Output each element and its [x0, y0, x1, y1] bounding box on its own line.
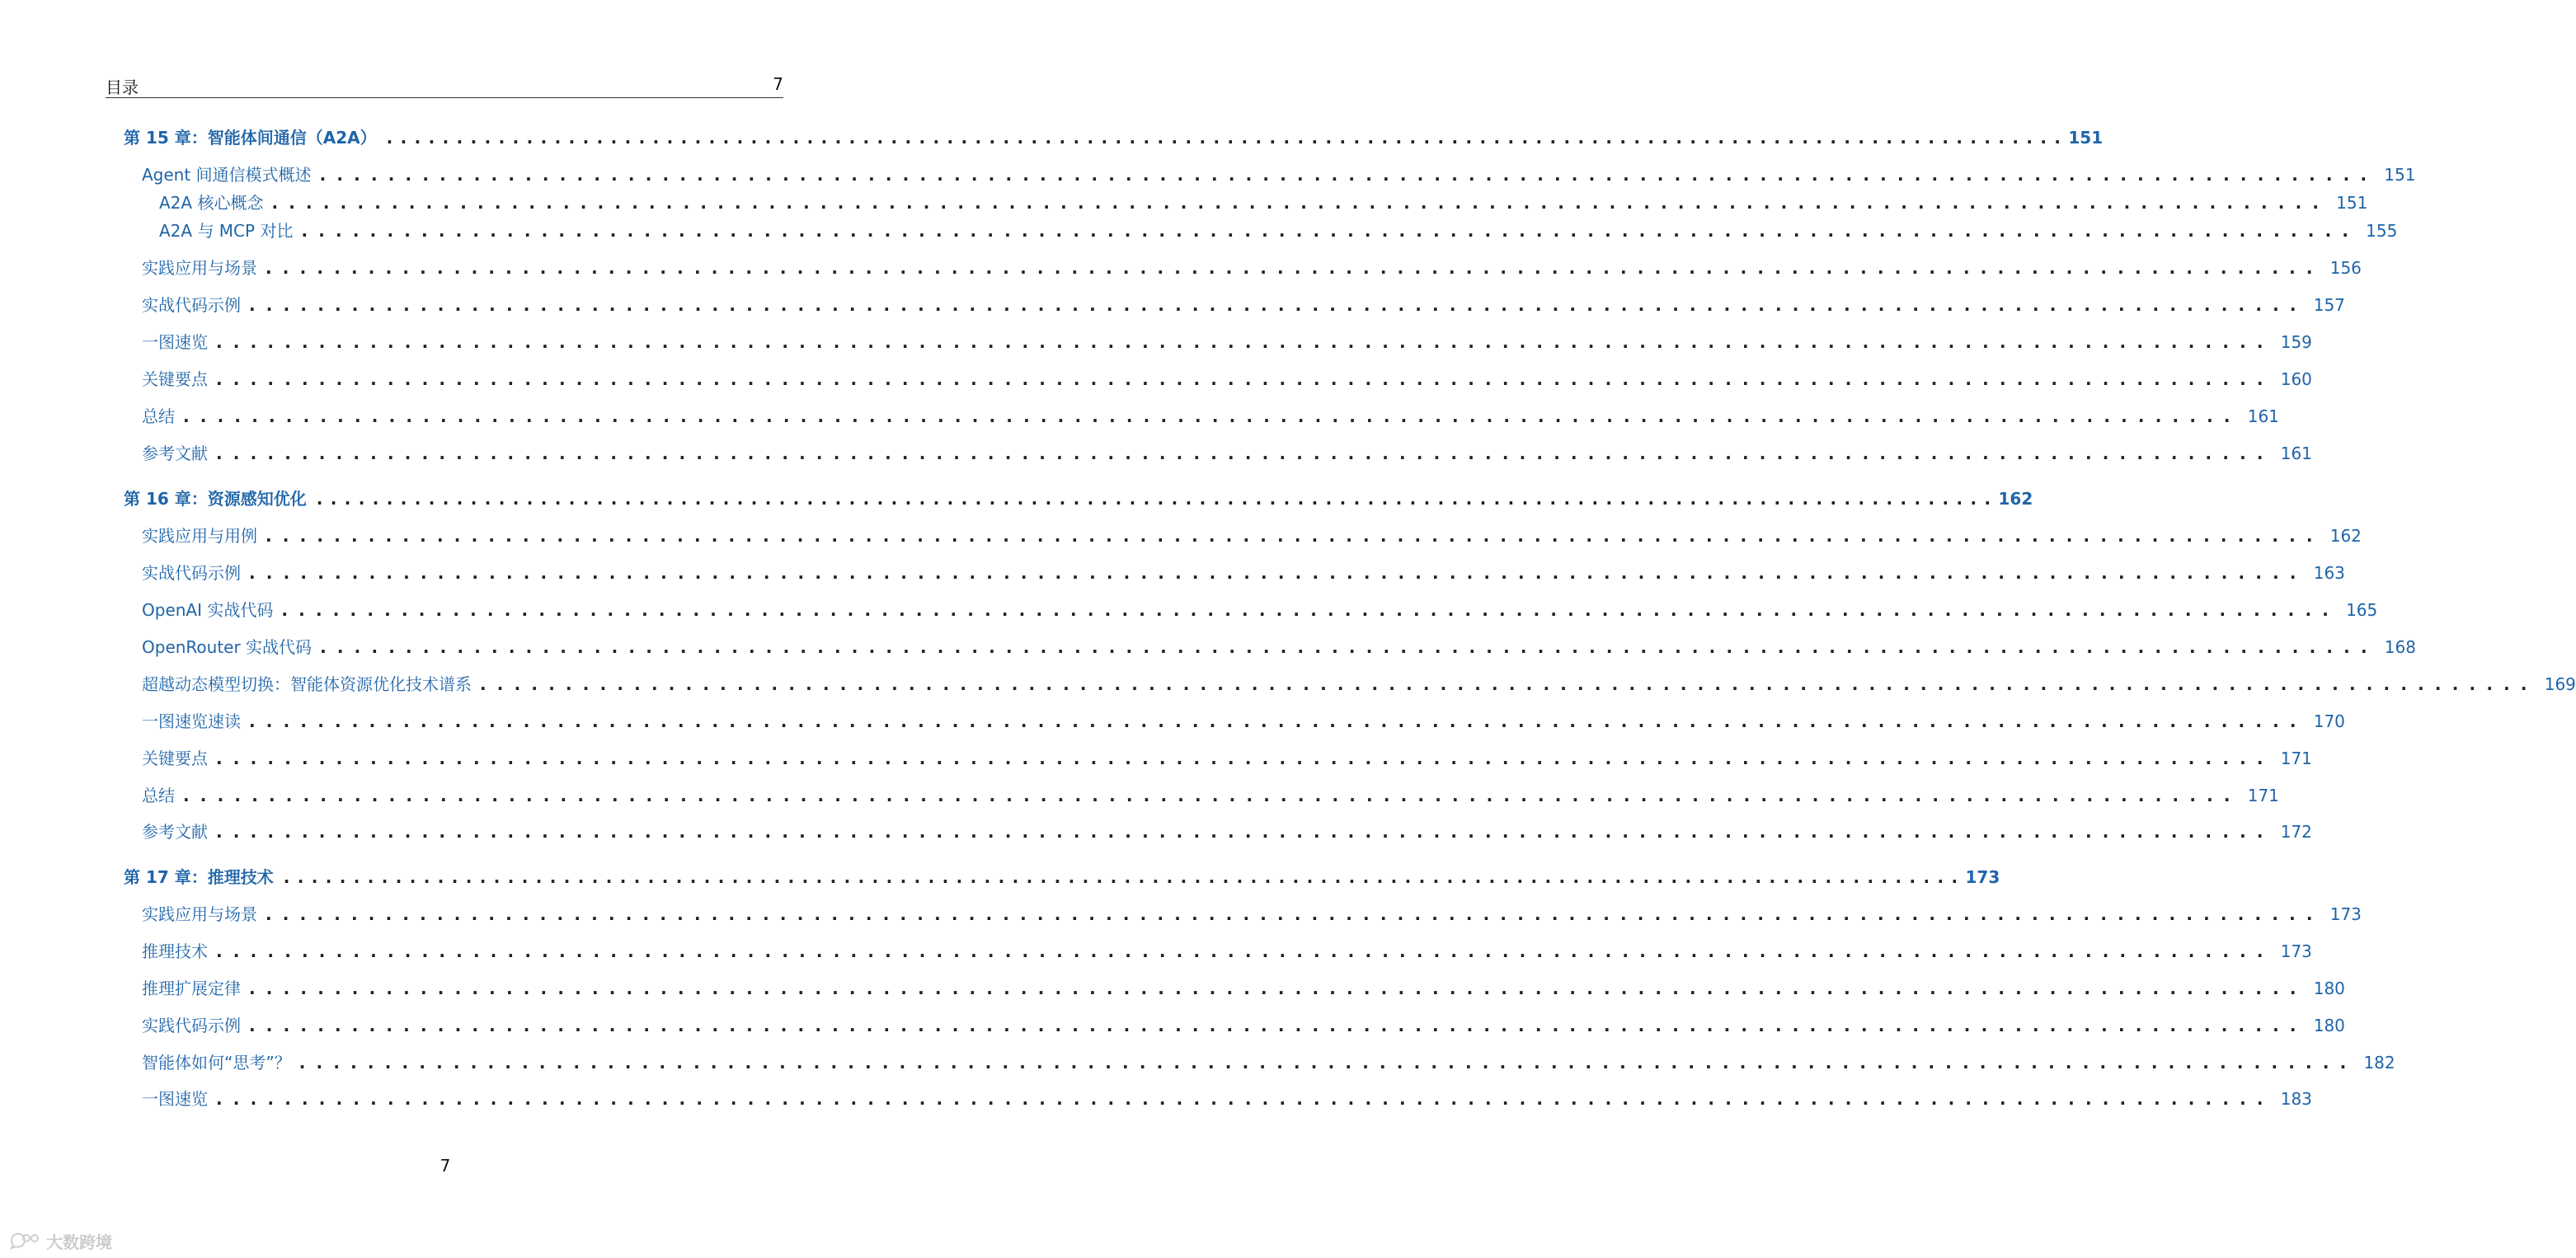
- toc-entry[interactable]: [142, 975, 2345, 1000]
- toc-entry-page-number: 170: [2313, 711, 2345, 731]
- toc-entry[interactable]: [142, 523, 2362, 547]
- toc-leader-dots: ........................................................................................................................: [283, 867, 1966, 887]
- toc-entry-page-number: 173: [2280, 941, 2312, 961]
- toc-entry-label: OpenRouter 实战代码: [142, 637, 313, 657]
- toc-entry-page-number: 171: [2247, 786, 2279, 805]
- toc-leader-dots: ........................................................................................................................: [320, 637, 2378, 657]
- toc-entry[interactable]: [159, 190, 2368, 214]
- footer-page-number: 7: [440, 1156, 451, 1176]
- toc-entry-label: 实战代码示例: [142, 295, 241, 315]
- toc-entry-page-number: 151: [2068, 128, 2104, 148]
- toc-entry-label: 一图速览: [142, 332, 208, 352]
- toc-leader-dots: ........................................................................................................................: [266, 526, 2324, 546]
- toc-entry[interactable]: [142, 634, 2416, 659]
- toc-entry[interactable]: [142, 162, 2416, 186]
- toc-leader-dots: ........................................................................................................................: [183, 786, 2241, 805]
- toc-entry-label: 超越动态模型切换：智能体资源优化技术谱系: [142, 674, 472, 694]
- running-header: [106, 71, 783, 98]
- toc-entry-label: 一图速览速读: [142, 711, 241, 731]
- toc-entry-page-number: 151: [2336, 193, 2368, 213]
- toc-entry-page-number: 156: [2329, 258, 2362, 278]
- toc-entry[interactable]: [142, 1086, 2312, 1110]
- toc-leader-dots: ........................................................................................................................: [298, 1053, 2357, 1073]
- toc-entry[interactable]: [159, 218, 2398, 242]
- toc-leader-dots: ........................................................................................................................: [216, 332, 2274, 352]
- toc-entry-page-number: 155: [2366, 221, 2398, 241]
- toc-entry-label: A2A 核心概念: [159, 193, 264, 213]
- toc-entry[interactable]: [142, 671, 2576, 696]
- toc-entry-page-number: 157: [2313, 295, 2345, 315]
- toc-entry-page-number: 161: [2247, 406, 2279, 426]
- toc-entry-page-number: 171: [2280, 749, 2312, 768]
- toc-entry-label: 关键要点: [142, 369, 208, 389]
- toc-entry[interactable]: [142, 329, 2312, 354]
- toc-chapter-entry[interactable]: [124, 124, 2104, 149]
- toc-entry-label: 实践代码示例: [142, 1016, 241, 1035]
- toc-entry-page-number: 159: [2280, 332, 2312, 352]
- toc-entry[interactable]: [142, 403, 2279, 428]
- toc-entry[interactable]: [142, 708, 2345, 733]
- toc-entry-label: 总结: [142, 406, 175, 426]
- toc-leader-dots: ........................................................................................................................: [249, 1016, 2307, 1035]
- toc-entry[interactable]: [142, 597, 2378, 622]
- toc-entry-label: 实践应用与场景: [142, 904, 257, 924]
- toc-leader-dots: ........................................................................................................................: [216, 822, 2274, 842]
- toc-leader-dots: ........................................................................................................................: [271, 193, 2330, 213]
- toc-leader-dots: ........................................................................................................................: [386, 128, 2069, 148]
- toc-leader-dots: ........................................................................................................................: [183, 406, 2241, 426]
- toc-entry[interactable]: [142, 901, 2362, 926]
- toc-entry-page-number: 165: [2346, 600, 2378, 620]
- toc-entry-label: 第 16 章：资源感知优化: [124, 489, 307, 509]
- toc-entry-label: 关键要点: [142, 749, 208, 768]
- header-page-number: 7: [773, 74, 783, 94]
- toc-entry-label: 实践应用与场景: [142, 258, 257, 278]
- toc-entry[interactable]: [142, 819, 2312, 843]
- toc-entry-label: 总结: [142, 786, 175, 805]
- toc-entry-label: 第 17 章：推理技术: [124, 867, 274, 887]
- toc-leader-dots: ........................................................................................................................: [266, 904, 2324, 924]
- toc-entry-label: Agent 间通信模式概述: [142, 165, 312, 185]
- toc-entry-label: 参考文献: [142, 822, 208, 842]
- toc-entry[interactable]: [142, 745, 2312, 770]
- toc-entry-page-number: 180: [2313, 1016, 2345, 1035]
- toc-leader-dots: ........................................................................................................................: [249, 979, 2307, 998]
- toc-entry[interactable]: [142, 782, 2279, 807]
- toc-entry-label: OpenAI 实战代码: [142, 600, 274, 620]
- toc-entry-page-number: 168: [2384, 637, 2416, 657]
- toc-leader-dots: ........................................................................................................................: [249, 711, 2307, 731]
- toc-entry-page-number: 162: [2329, 526, 2362, 546]
- toc-entry-page-number: 183: [2280, 1089, 2312, 1109]
- toc-entry-page-number: 180: [2313, 979, 2345, 998]
- toc-entry-page-number: 163: [2313, 563, 2345, 583]
- toc-leader-dots: ........................................................................................................................: [216, 749, 2274, 768]
- toc-entry[interactable]: [142, 1049, 2395, 1074]
- toc-chapter-entry[interactable]: [124, 864, 2000, 889]
- toc-leader-dots: ........................................................................................................................: [216, 1089, 2274, 1109]
- toc-leader-dots: ........................................................................................................................: [216, 369, 2274, 389]
- toc-leader-dots: ........................................................................................................................: [319, 165, 2378, 185]
- toc-entry-label: A2A 与 MCP 对比: [159, 221, 294, 241]
- watermark: [8, 1228, 112, 1253]
- header-title: 目录: [106, 77, 139, 97]
- toc-entry-page-number: 162: [1998, 489, 2033, 509]
- toc-leader-dots: ........................................................................................................................: [281, 600, 2340, 620]
- toc-entry-label: 推理技术: [142, 941, 208, 961]
- toc-leader-dots: ........................................................................................................................: [301, 221, 2360, 241]
- toc-entry[interactable]: [142, 292, 2345, 317]
- toc-leader-dots: ........................................................................................................................: [480, 674, 2538, 694]
- toc-entry-label: 实战代码示例: [142, 563, 241, 583]
- toc-leader-dots: ........................................................................................................................: [216, 444, 2274, 463]
- toc-leader-dots: ........................................................................................................................: [316, 489, 1999, 509]
- toc-entry[interactable]: [142, 440, 2312, 465]
- toc-entry[interactable]: [142, 560, 2345, 584]
- toc-entry[interactable]: [142, 366, 2312, 391]
- toc-entry-page-number: 182: [2363, 1053, 2395, 1073]
- toc-entry[interactable]: [142, 1012, 2345, 1037]
- toc-entry-page-number: 173: [2329, 904, 2362, 924]
- toc-leader-dots: ........................................................................................................................: [249, 563, 2307, 583]
- toc-entry-page-number: 172: [2280, 822, 2312, 842]
- toc-leader-dots: ........................................................................................................................: [216, 941, 2274, 961]
- watermark-text: 大数跨境: [46, 1232, 112, 1252]
- toc-entry[interactable]: [142, 938, 2312, 963]
- toc-entry-label: 参考文献: [142, 444, 208, 463]
- toc-entry-label: 第 15 章：智能体间通信（A2A）: [124, 128, 377, 148]
- toc-entry-label: 智能体如何“思考”？: [142, 1053, 291, 1073]
- toc-entry-page-number: 151: [2384, 165, 2416, 185]
- toc-entry-page-number: 160: [2280, 369, 2312, 389]
- chat-bubble-logo-icon: [8, 1231, 41, 1251]
- toc-entry-page-number: 161: [2280, 444, 2312, 463]
- toc-leader-dots: ........................................................................................................................: [266, 258, 2324, 278]
- toc-entry-page-number: 173: [1965, 867, 2000, 887]
- toc-entry-page-number: 169: [2544, 674, 2576, 694]
- toc-leader-dots: ........................................................................................................................: [249, 295, 2307, 315]
- toc-entry-label: 实践应用与用例: [142, 526, 257, 546]
- toc-entry-label: 推理扩展定律: [142, 979, 241, 998]
- toc-chapter-entry[interactable]: [124, 486, 2033, 510]
- toc-entry-label: 一图速览: [142, 1089, 208, 1109]
- toc-entry[interactable]: [142, 255, 2362, 279]
